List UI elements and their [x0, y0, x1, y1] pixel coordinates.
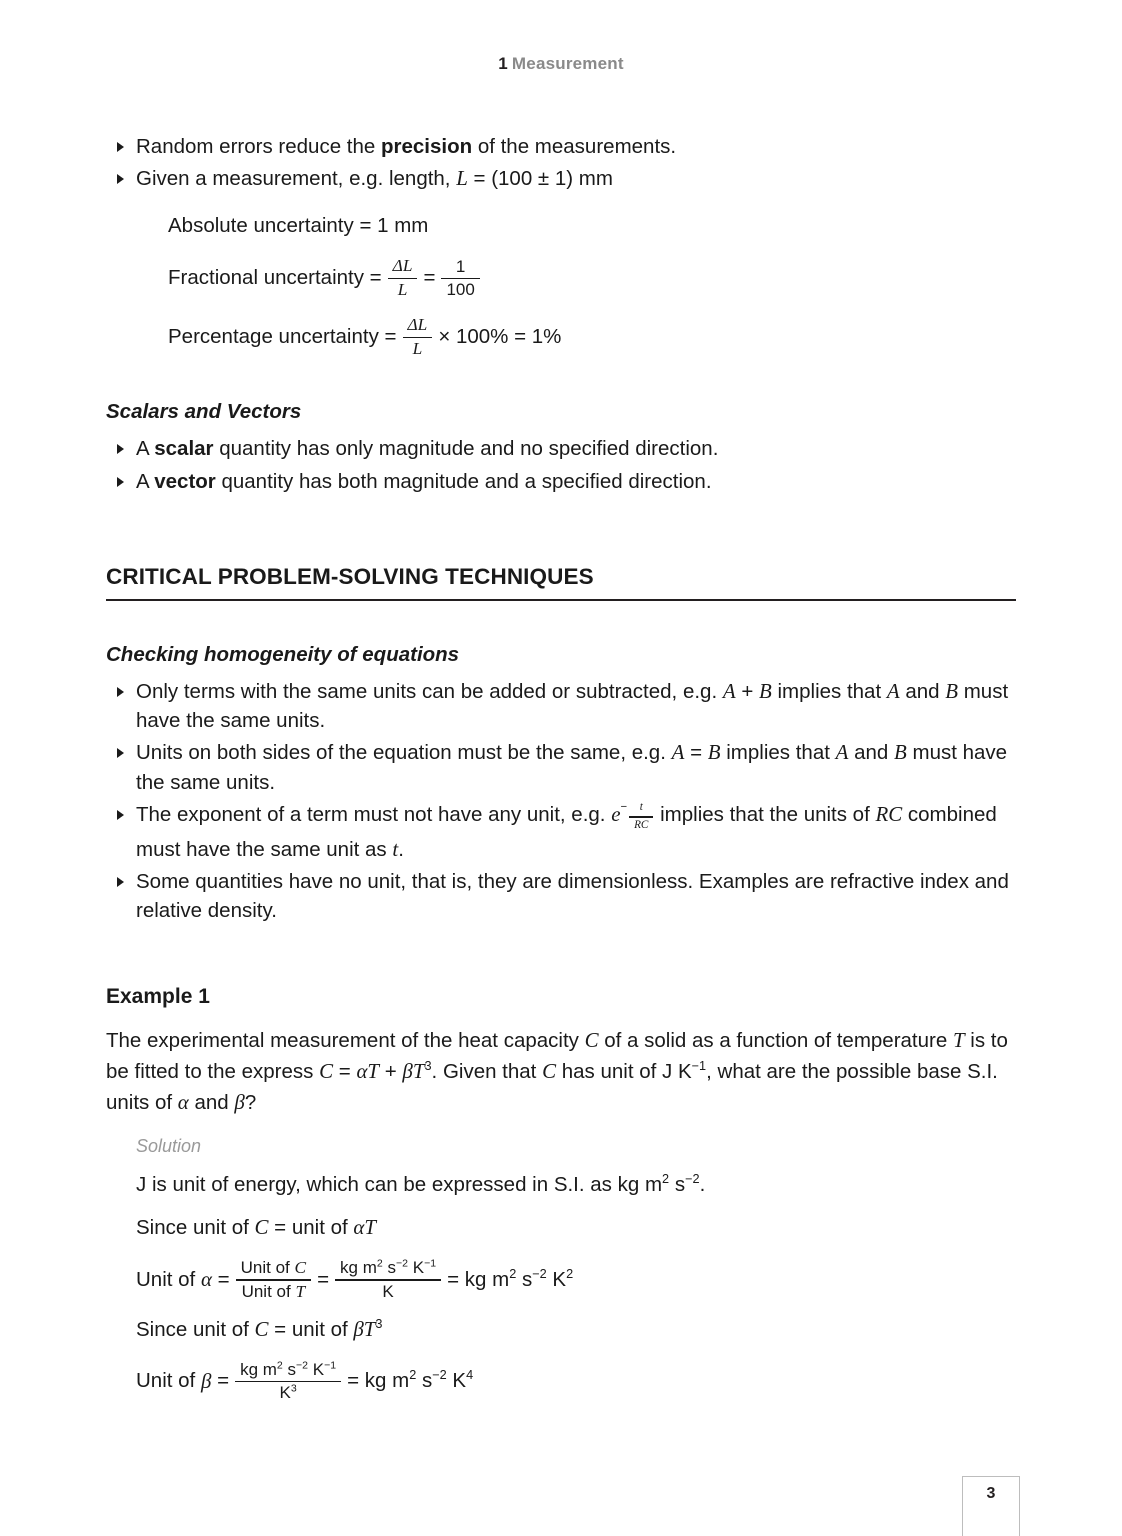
equation-label: Unit of: [136, 1369, 196, 1393]
bullet-text: .: [398, 837, 404, 861]
scalars-vectors-heading: Scalars and Vectors: [106, 400, 302, 424]
variable-B: B: [894, 740, 907, 765]
fraction-numerator: kg $m^2$ $s^{-2}$ $K^{-1}$: [340, 1257, 437, 1278]
triangle-bullet-icon: [117, 748, 124, 758]
fractional-uncertainty-equation: [168, 257, 1016, 299]
exponent-3: 3: [375, 1316, 383, 1332]
variable-B: B: [945, 678, 959, 703]
term-alpha-T: αT: [353, 1215, 376, 1240]
fraction-1-over-100: [441, 258, 479, 299]
variable-B: B: [707, 740, 721, 765]
example-heading: Example 1: [106, 985, 210, 1009]
bullet-text: Some quantities have no unit, that is, they are dimensionless. Examples are refractive index and relative density.: [136, 870, 1009, 923]
fraction-numerator: ΔL: [392, 256, 413, 276]
variable-C: C: [542, 1059, 557, 1084]
exponent-stack: [620, 802, 654, 831]
term-beta-T: βT: [353, 1316, 376, 1341]
fraction-denominator: K: [382, 1281, 394, 1301]
fraction-numerator: 1: [455, 256, 466, 276]
bullet-text-suffix: quantity has both magnitude and a specified direction.: [215, 469, 712, 493]
bullet-text-bold: precision: [380, 135, 473, 158]
operator: +: [735, 679, 759, 703]
solution-line-since-alpha: [136, 1213, 1016, 1243]
fraction-bar: [235, 1381, 341, 1383]
bullet-text: and: [848, 741, 895, 765]
equation-label: Unit of: [136, 1267, 196, 1291]
question-text: The experimental measurement of the heat capacity: [106, 1029, 585, 1053]
percentage-uncertainty-equation: [168, 316, 1016, 358]
bullet-text: combined must have the same unit as: [136, 803, 997, 861]
solution-line-since-beta: [136, 1315, 1016, 1345]
bullet-text-suffix: = (100 ± 1) mm: [467, 167, 613, 191]
fraction-denominator: L: [412, 339, 423, 359]
variable-L: L: [456, 166, 468, 191]
variable-B: B: [759, 678, 772, 703]
fraction-numerator: t: [639, 801, 643, 814]
fraction-units-over-K: [335, 1259, 441, 1300]
solution-text: Since unit of: [136, 1216, 255, 1240]
chapter-number: 1: [498, 54, 508, 73]
scalars-vectors-bullet-list: [106, 434, 1016, 495]
page-number-box: [962, 1476, 1020, 1536]
fraction-numerator: Unit of C: [240, 1257, 307, 1277]
variable-t: t: [392, 836, 399, 861]
bullet-text-bold: vector: [154, 469, 216, 493]
homogeneity-bullet-list: [106, 677, 1016, 926]
equals-sign: =: [217, 1267, 230, 1291]
solution-text: .: [699, 1172, 706, 1196]
fraction-denominator: 100: [446, 280, 475, 300]
percentage-uncertainty-label: Percentage uncertainty =: [168, 325, 397, 349]
fraction-t-over-RC: [629, 802, 653, 831]
fraction-bar: [441, 278, 479, 280]
variable-alpha: α: [200, 1267, 212, 1292]
fraction-denominator: RC: [634, 818, 649, 831]
solution-text: = unit of: [268, 1216, 354, 1240]
page-content: [106, 132, 1016, 1402]
term-beta-T: βT: [402, 1059, 425, 1084]
operator: =: [684, 741, 708, 765]
bullet-text-bold: scalar: [154, 437, 214, 461]
variable-beta: β: [234, 1089, 245, 1114]
triangle-bullet-icon: [117, 687, 124, 697]
term-alpha-T: αT: [356, 1059, 380, 1084]
question-text: and: [188, 1090, 235, 1114]
bullet-text-prefix: A: [136, 469, 155, 493]
checking-homogeneity-heading: Checking homogeneity of equations: [106, 642, 460, 666]
list-item: [106, 467, 1016, 496]
variable-C: C: [254, 1316, 269, 1341]
question-text: is to be fitted to the express: [106, 1029, 1008, 1084]
page-number: 3: [986, 1485, 996, 1502]
bullet-text-prefix: Random errors reduce the: [136, 135, 381, 158]
bullet-text-prefix: Given a measurement, e.g. length,: [136, 167, 457, 191]
fraction-bar: [236, 1279, 311, 1281]
equals-sign: =: [423, 266, 436, 290]
triangle-bullet-icon: [117, 810, 124, 820]
triangle-bullet-icon: [117, 174, 124, 184]
running-header: [0, 54, 1122, 74]
example-question: [106, 1025, 1016, 1117]
triangle-bullet-icon: [117, 477, 124, 487]
equals-sign: =: [217, 1369, 230, 1393]
variable-C: C: [584, 1028, 599, 1053]
fraction-delta-L-over-L: [388, 257, 418, 299]
solution-line-joule: [136, 1171, 1016, 1200]
result-units-alpha: kg $m^2$ $s^{-2}$ $K^2$: [464, 1266, 574, 1291]
question-text: has unit of J K: [556, 1060, 692, 1084]
variable-A: A: [835, 740, 849, 765]
fraction-denominator: Unit of T: [241, 1281, 306, 1301]
variable-A: A: [671, 740, 685, 765]
chapter-title: Measurement: [511, 54, 624, 73]
bullet-text: implies that the units of: [654, 803, 876, 827]
list-item: [106, 132, 1016, 161]
question-text: ?: [244, 1090, 257, 1114]
variable-alpha: α: [177, 1089, 189, 1114]
bullet-text-prefix: A: [136, 437, 155, 461]
solution-text: J is unit of energy, which can be expressed in S.I. as kg m: [136, 1172, 663, 1196]
fraction-unitC-over-unitT: [236, 1259, 311, 1301]
variable-A: A: [886, 678, 900, 703]
fraction-bar: [388, 278, 418, 280]
list-item: [106, 164, 1016, 194]
operator: +: [379, 1060, 403, 1084]
equals-sign: =: [317, 1267, 330, 1291]
top-bullet-list: [106, 132, 1016, 194]
exponent-3: 3: [424, 1058, 432, 1074]
bullet-text: must have the same units.: [136, 679, 1009, 733]
list-item: [106, 738, 1016, 797]
bullet-text: Only terms with the same units can be added or subtracted, e.g.: [136, 679, 723, 703]
list-item: [106, 800, 1016, 864]
fraction-numerator: kg $m^2$ $s^{-2}$ $K^{-1}$: [240, 1359, 337, 1379]
equation-unit-of-beta: [136, 1361, 1016, 1402]
bullet-text: implies that: [771, 679, 887, 703]
bullet-text: and: [899, 679, 946, 703]
exponent-minus-2: −2: [685, 1170, 700, 1186]
triangle-bullet-icon: [117, 444, 124, 454]
variable-RC: RC: [875, 802, 903, 827]
exponent-minus-1: −1: [691, 1058, 707, 1074]
fraction-denominator: $K^3$: [279, 1382, 297, 1403]
fraction-bar: [335, 1279, 441, 1281]
question-text: of a solid as a function of temperature: [598, 1029, 953, 1053]
result-units-beta: kg $m^2$ $s^{-2}$ $K^4$: [364, 1367, 474, 1393]
solution-text: s: [669, 1172, 686, 1196]
operator: =: [333, 1060, 357, 1084]
variable-T: T: [952, 1028, 965, 1053]
triangle-bullet-icon: [117, 877, 124, 887]
exponent-2: 2: [662, 1170, 670, 1186]
fractional-uncertainty-label: Fractional uncertainty =: [168, 266, 382, 290]
list-item: [106, 434, 1016, 463]
bullet-text: The exponent of a term must not have any unit, e.g.: [136, 803, 612, 827]
percentage-tail: × 100% = 1%: [438, 325, 562, 349]
minus-sign: −: [620, 801, 628, 814]
question-text: . Given that: [431, 1060, 543, 1084]
variable-A: A: [722, 678, 736, 703]
variable-C: C: [254, 1215, 269, 1240]
triangle-bullet-icon: [117, 142, 124, 152]
fraction-denominator: L: [397, 280, 408, 300]
solution-text: = unit of: [268, 1317, 354, 1341]
bullet-text-suffix: of the measurements.: [472, 135, 677, 158]
equals-sign: =: [347, 1369, 360, 1393]
fraction-bar: [629, 816, 653, 818]
question-text: , what are the possible base S.I. units of: [106, 1060, 998, 1114]
list-item: [106, 677, 1016, 736]
solution-label: Solution: [136, 1135, 202, 1156]
fraction-bar: [403, 337, 433, 339]
list-item: [106, 867, 1016, 925]
variable-C: C: [319, 1059, 334, 1084]
fraction-delta-L-over-L: [403, 316, 433, 358]
section-heading: CRITICAL PROBLEM-SOLVING TECHNIQUES: [106, 564, 1016, 601]
bullet-text: implies that: [720, 741, 836, 765]
bullet-text: Units on both sides of the equation must be the same, e.g.: [136, 741, 672, 765]
absolute-uncertainty-line: Absolute uncertainty = 1 mm: [168, 213, 429, 237]
equation-unit-of-alpha: [136, 1259, 1016, 1301]
fraction-units-over-K3: [235, 1361, 341, 1402]
bullet-text: must have the same units.: [136, 741, 1008, 795]
variable-beta: β: [200, 1368, 212, 1393]
fraction-numerator: ΔL: [407, 315, 428, 335]
variable-e: e: [611, 802, 621, 827]
solution-text: Since unit of: [136, 1317, 255, 1341]
equals-sign: =: [447, 1267, 460, 1291]
bullet-text-suffix: quantity has only magnitude and no specified direction.: [213, 437, 719, 461]
